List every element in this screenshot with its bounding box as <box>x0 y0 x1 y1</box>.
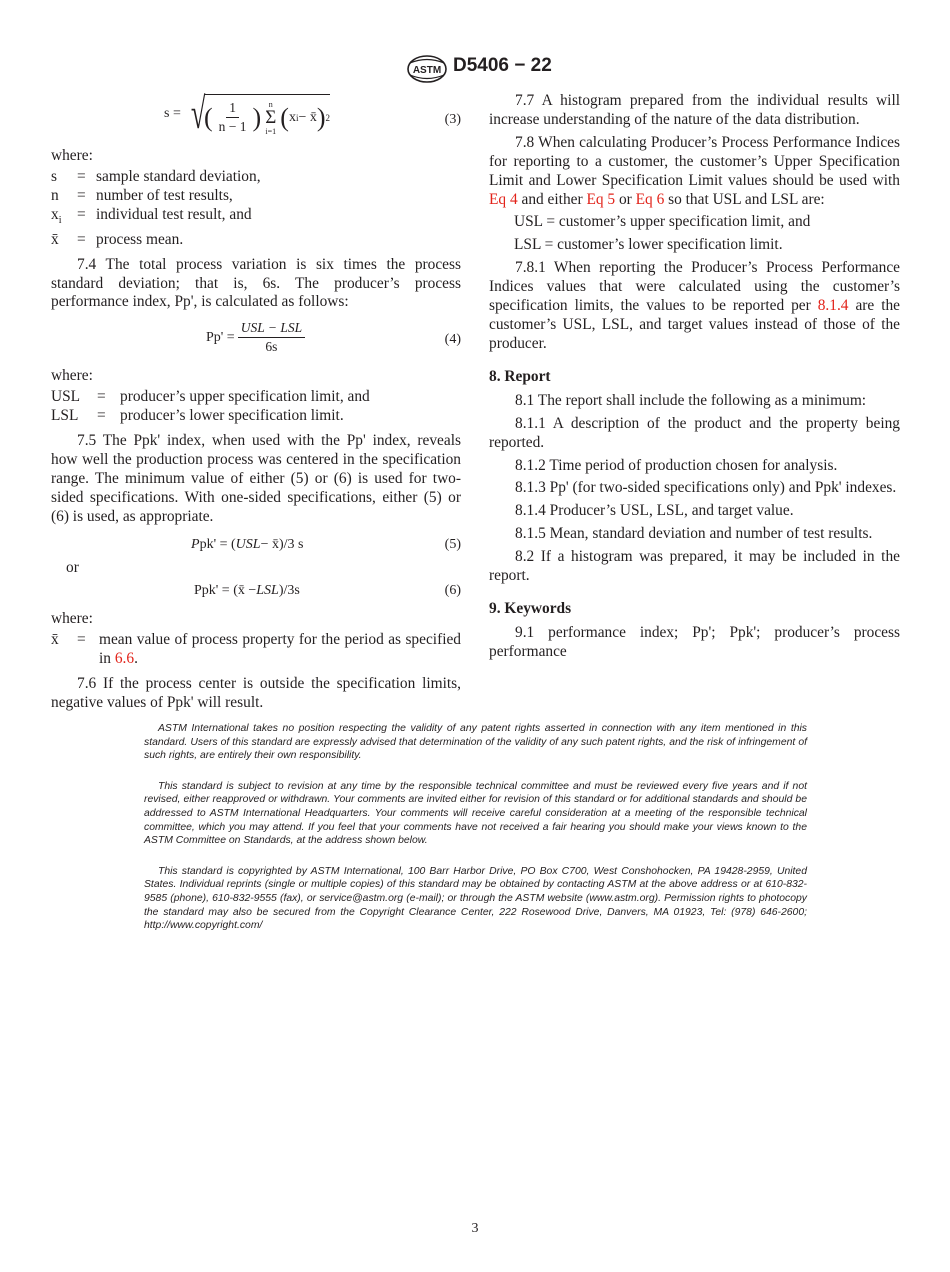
paragraph-8-2: 8.2 If a histogram was prepared, it may be included in the report. <box>489 548 900 585</box>
eq4-denominator: 6s <box>265 339 278 355</box>
patent-notice: ASTM International takes no position respecting the validity of any patent rights asserted in connection with any item mentioned in this standard. Users of this standard are expressly advised that determination of the validity of any such patent rights, and the risk of infringement of such rights, are entirely their own responsibility. <box>144 723 807 762</box>
or-label: or <box>66 558 79 576</box>
definition-row: LSL = producer’s lower specification limit. <box>51 407 344 425</box>
where-label: where: <box>51 367 93 385</box>
page-header <box>0 54 950 86</box>
left-column <box>51 89 461 717</box>
usl-definition: USL = customer’s upper specification limit, and <box>514 213 811 231</box>
revision-notice: This standard is subject to revision at any time by the responsible technical committee and must be reviewed every five years and if not revised, either reapproved or withdrawn. Your comments are invited either for revision of this standard or for additional standards and should be addressed to ASTM International Headquarters. Your comments will receive careful consideration at a meeting of the responsible technical committee, which you may attend. If you feel that your comments have not received a fair hearing you should make your views known to the ASTM Committee on Standards, at the address shown below. <box>144 780 807 847</box>
lsl-definition: LSL = customer’s lower specification limit. <box>514 236 783 254</box>
section-link-6-6[interactable]: 6.6 <box>114 650 135 668</box>
summation-symbol: n Σ i=1 <box>265 99 277 136</box>
equation-5: P pk' = ( USL − x̄)/3 s (5) <box>191 536 461 552</box>
eq3-lhs: s = <box>164 106 181 121</box>
paragraph-7-6: 7.6 If the process center is outside the specification limits, negative values of Ppk' will result. <box>51 675 461 712</box>
eq3-term: x <box>288 109 296 125</box>
eq6-number: (6) <box>444 583 461 599</box>
page-number: 3 <box>471 1221 479 1236</box>
section-heading-report: 8. Report <box>489 367 551 385</box>
section-heading-keywords: 9. Keywords <box>489 599 572 617</box>
definition-row: n = number of test results, <box>51 186 233 204</box>
paragraph-8-1-4: 8.1.4 Producer’s USL, LSL, and target value. <box>515 502 794 520</box>
eq4-numerator: USL − LSL <box>238 320 305 338</box>
right-column <box>489 92 900 666</box>
equation-4 <box>51 316 461 364</box>
eq3-frac-num: 1 <box>226 100 239 118</box>
equation-3 <box>51 89 461 144</box>
eq4-number: (4) <box>444 332 461 348</box>
equation-link-4[interactable]: Eq 4 <box>489 190 518 208</box>
document-id: D5406 − 22 <box>453 55 552 76</box>
definition-row: x̄ = mean value of process property for the period as specified in 6.6. <box>51 631 461 668</box>
sqrt-symbol: √ ( $\frac{1}{n - 1}$ ) n Σ i=1 ( x i − x̄ ) 2 <box>190 89 331 138</box>
eq4-lhs: Pp' = <box>206 329 235 345</box>
paragraph-8-1-2: 8.1.2 Time period of production chosen for analysis. <box>515 456 838 474</box>
astm-logo-icon <box>406 54 448 84</box>
equation-6: Ppk' = (x̄ − LSL )/3s (6) <box>194 583 461 599</box>
eq5-number: (5) <box>444 536 461 552</box>
definition-row: x̄ = process mean. <box>51 230 184 248</box>
paragraph-7-5: 7.5 The Ppk' index, when used with the Pp' index, reveals how well the production process was centered in the specification range. The minimum value of either (5) or (6) is used for two-sided specifications. With one-sided specifications, either (5) or (6) is used, as appropriate. <box>51 432 461 525</box>
definition-row: USL = producer’s upper specification limit, and <box>51 388 370 406</box>
copyright-notice: This standard is copyrighted by ASTM International, 100 Barr Harbor Drive, PO Box C700, West Conshohocken, PA 19428-2959, United States. Individual reprints (single or multiple copies) of this standard may be obtained by contacting ASTM at the above address or at 610-832-9585 (phone), 610-832-9555 (fax), or service@astm.org (e-mail); or through the ASTM website (www.astm.org). Permission rights to photocopy the standard may also be secured from the Copyright Clearance Center, 222 Rosewood Drive, Danvers, MA 01923, Tel: (978) 646-2600; http://www.copyright.com/ <box>144 865 807 932</box>
paragraph-7-8-1: 7.8.1 When reporting the Producer’s Process Performance Indices values that were calculated using the customer’s specification limits, the values to be reported per 8.1.4 are the customer’s USL, LSL, and target values instead of those of the producer. <box>489 259 900 352</box>
paragraph-8-1-1: 8.1.1 A description of the product and the property being reported. <box>489 414 900 451</box>
equation-link-5[interactable]: Eq 5 <box>586 190 616 208</box>
paragraph-7-7: 7.7 A histogram prepared from the individual results will increase understanding of the nature of the data distribution. <box>489 92 900 128</box>
logo-text: ASTM <box>412 65 442 76</box>
equation-link-6[interactable]: Eq 6 <box>635 190 665 208</box>
paragraph-7-8: 7.8 When calculating Producer’s Process Performance Indices for reporting to a customer, the customer’s Upper Specification Limit and Lower Specification Limit values should be used with Eq 4 and either Eq 5 or Eq 6 so that USL and LSL are: <box>489 133 900 208</box>
eq3-frac-den: n − 1 <box>218 119 247 134</box>
where-label: where: <box>51 610 93 628</box>
definitions-list <box>51 631 461 669</box>
definitions-list <box>51 388 461 426</box>
paragraph-8-1: 8.1 The report shall include the following as a minimum: <box>515 391 867 409</box>
where-label: where: <box>51 147 93 164</box>
astm-notices <box>144 722 807 950</box>
paragraph-8-1-5: 8.1.5 Mean, standard deviation and number of test results. <box>515 525 873 543</box>
definition-row: s = sample standard deviation, <box>51 167 261 185</box>
eq3-number: (3) <box>444 112 461 127</box>
paragraph-8-1-3: 8.1.3 Pp' (for two-sided specifications only) and Ppk' indexes. <box>515 479 897 497</box>
definition-row: $x_i$ = individual test result, and <box>51 205 252 226</box>
paragraph-9-1: 9.1 performance index; Pp'; Ppk'; producer’s process performance <box>489 623 900 660</box>
definitions-list <box>51 168 461 250</box>
section-link-8-1-4[interactable]: 8.1.4 <box>817 297 849 315</box>
paragraph-7-4: 7.4 The total process variation is six times the process standard deviation; that is, 6s. The producer’s process performance index, Pp', is calculated as follows: <box>51 255 461 311</box>
